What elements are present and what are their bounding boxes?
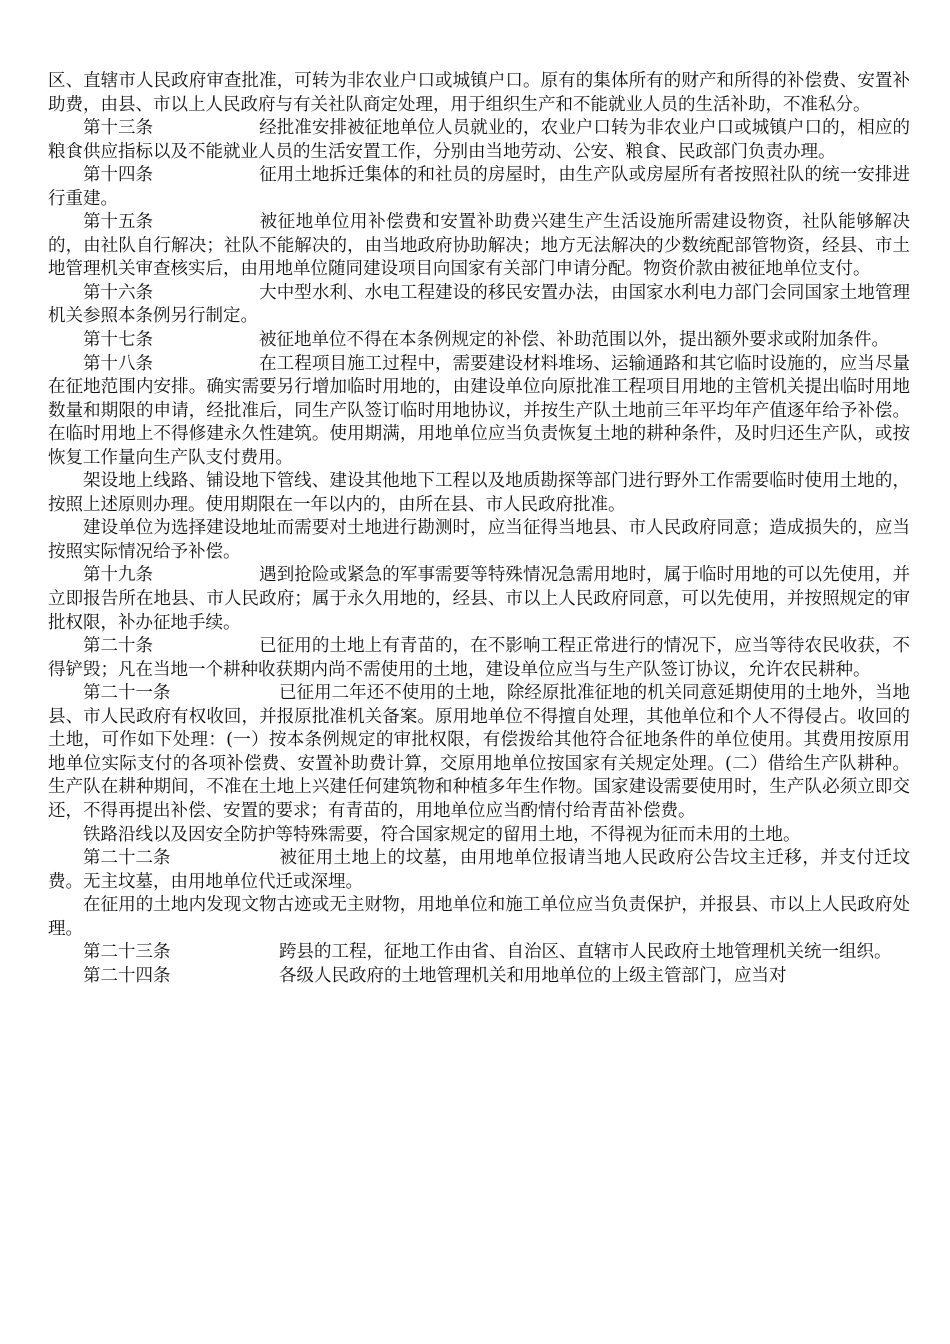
paragraph-relics: [48, 894, 910, 941]
article-number: 第二十二条: [83, 848, 171, 869]
article-text: 各级人民政府的土地管理机关和用地单位的上级主管部门，应当对: [279, 965, 787, 986]
article-22: [48, 847, 910, 894]
paragraph-survey: [48, 517, 910, 564]
paragraph-text: 在征用的土地内发现文物古迹或无主财物，用地单位和施工单位应当负责保护，并报县、市以上人民政府处理。: [48, 895, 910, 939]
article-number: 第十五条: [83, 212, 153, 233]
article-18: [48, 353, 910, 471]
article-number: 第十六条: [83, 282, 153, 303]
article-number: 第十九条: [83, 565, 153, 586]
article-number: 第二十四条: [83, 965, 171, 986]
paragraph-railway: [48, 824, 910, 848]
article-number: 第十七条: [83, 330, 153, 351]
article-19: [48, 564, 910, 635]
article-number: 第二十一条: [83, 683, 171, 704]
paragraph-text: 区、直辖市人民政府审查批准，可转为非农业户口或城镇户口。原有的集体所有的财产和所得的补偿费、安置补助费，由县、市以上人民政府与有关社队商定处理，用于组织生产和不能就业人员的生活补助，不准私分。: [48, 71, 910, 115]
article-text: 在工程项目施工过程中，需要建设材料堆场、运输通路和其它临时设施的，应当尽量在征地范围内安排。确实需要另行增加临时用地的，由建设单位向原批准工程项目用地的主管机关提出临时用地数量和期限的申请，经批准后，同生产队签订临时用地协议，并按生产队土地前三年平均年产值逐年给予补偿。在临时用地上不得修建永久性建筑。使用期满，用地单位应当负责恢复土地的耕种条件，及时归还生产队，或按恢复工作量向生产队支付费用。: [48, 353, 910, 468]
article-text: 被征用土地上的坟墓，由用地单位报请当地人民政府公告坟主迁移，并支付迁坟费。无主坟墓，由用地单位代迁或深埋。: [48, 848, 910, 892]
article-24: [48, 965, 910, 989]
article-text: 被征地单位不得在本条例规定的补偿、补助范围以外，提出额外要求或附加条件。: [259, 330, 889, 351]
article-14: [48, 164, 910, 211]
article-text: 已征用的土地上有青苗的，在不影响工程正常进行的情况下，应当等待农民收获，不得铲毁；凡在当地一个耕种收获期内尚不需使用的土地，建设单位应当与生产队签订协议，允许农民耕种。: [48, 636, 910, 680]
article-number: 第十四条: [83, 165, 153, 186]
article-text: 大中型水利、水电工程建设的移民安置办法，由国家水利电力部门会同国家土地管理机关参照本条例另行制定。: [48, 282, 910, 327]
article-21: [48, 682, 910, 823]
article-text: 经批准安排被征地单位人员就业的，农业户口转为非农业户口或城镇户口的，相应的粮食供应指标以及不能就业人员的生活安置工作，分别由当地劳动、公安、粮食、民政部门负责办理。: [48, 118, 910, 162]
paragraph-text: 架设地上线路、铺设地下管线、建设其他地下工程以及地质勘探等部门进行野外工作需要临时使用土地的，按照上述原则办理。使用期限在一年以内的，由所在县、市人民政府批准。: [48, 471, 910, 515]
article-text: 遇到抢险或紧急的军事需要等特殊情况急需用地时，属于临时用地的可以先使用，并立即报告所在地县、市人民政府；属于永久用地的，经县、市以上人民政府同意，可以先使用，并按照规定的审批权限，补办征地手续。: [48, 565, 910, 633]
article-text: 被征地单位用补偿费和安置补助费兴建生产生活设施所需建设物资，社队能够解决的，由社队自行解决；社队不能解决的，由当地政府协助解决；地方无法解决的少数统配部管物资，经县、市土地管理机关审查核实后，由用地单位随同建设项目向国家有关部门申请分配。物资价款由被征地单位支付。: [48, 212, 910, 280]
article-15: [48, 211, 910, 282]
article-text: 跨县的工程，征地工作由省、自治区、直辖市人民政府土地管理机关统一组织。: [279, 942, 892, 963]
article-23: [48, 941, 910, 965]
article-number: 第二十三条: [83, 942, 171, 963]
article-13: [48, 117, 910, 164]
article-text: 征用土地拆迁集体的和社员的房屋时，由生产队或房屋所有者按照社队的统一安排进行重建。: [48, 165, 910, 209]
document-body: [48, 70, 910, 988]
article-number: 第十三条: [83, 118, 153, 139]
paragraph-temporary-lines: [48, 470, 910, 517]
paragraph-text: 铁路沿线以及因安全防护等特殊需要，符合国家规定的留用土地，不得视为征而未用的土地。: [83, 824, 801, 845]
article-number: 第二十条: [83, 636, 153, 657]
article-20: [48, 635, 910, 682]
paragraph-continuation: [48, 70, 910, 117]
paragraph-text: 建设单位为选择建设地址而需要对土地进行勘测时，应当征得当地县、市人民政府同意；造成损失的，应当按照实际情况给予补偿。: [48, 518, 910, 562]
article-text: 已征用二年还不使用的土地，除经原批准征地的机关同意延期使用的土地外，当地县、市人民政府有权收回，并报原批准机关备案。原用地单位不得擅自处理，其他单位和个人不得侵占。收回的土地，可作如下处理：(一）按本条例规定的审批权限，有偿拨给其他符合征地条件的单位使用。其费用按原用地单位实际支付的各项补偿费、安置补助费计算，交原用地单位按国家有关规定处理。(二）借给生产队耕种。生产队在耕种期间，不准在土地上兴建任何建筑物和种植多年生作物。国家建设需要使用时，生产队必须立即交还，不得再提出补偿、安置的要求；有青苗的，用地单位应当酌情付给青苗补偿费。: [48, 683, 910, 821]
article-number: 第十八条: [83, 353, 153, 374]
article-16: [48, 282, 910, 329]
article-17: [48, 329, 910, 353]
